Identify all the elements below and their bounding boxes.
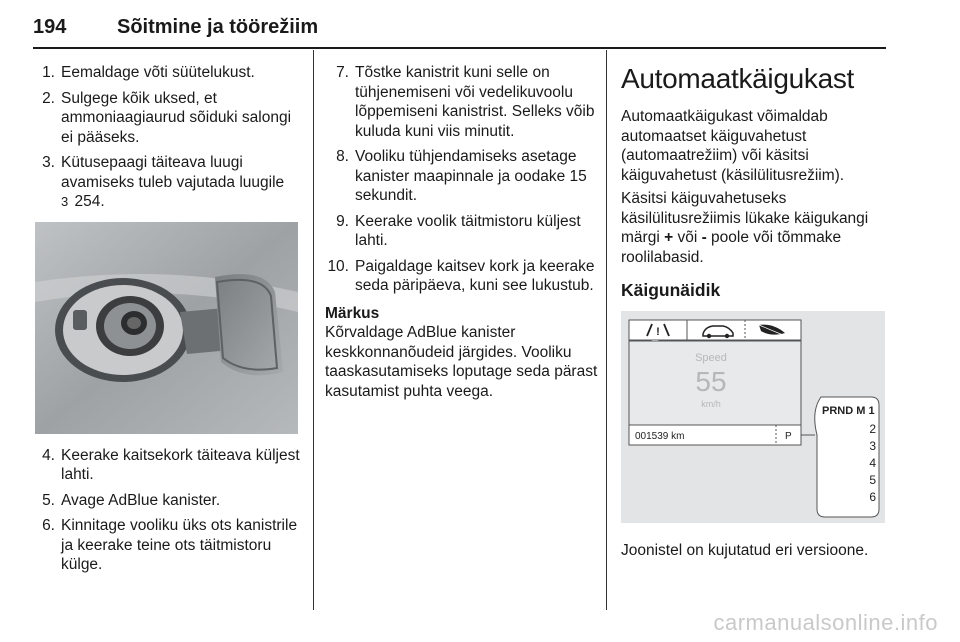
gear-4: 4 xyxy=(869,455,876,470)
page-reference-link[interactable]: 254. xyxy=(74,193,105,210)
page-header xyxy=(33,10,886,46)
list-item: 4. Keerake kaitsekork täiteava küljest lahti. xyxy=(42,446,300,483)
page-number: 194 xyxy=(33,16,67,38)
column-3 xyxy=(621,63,891,564)
figure-caption: Joonistel on kujutatud eri versioone. xyxy=(621,541,869,559)
steps-list-c xyxy=(325,63,600,296)
intro-paragraph: Automaatkäigukast võimaldab automaatset käiguvahetust (automaatrežiim) või käsitsi käiguvahetust (käsilülitusrežiim). xyxy=(621,108,845,184)
list-item: 8. Vooliku tühjendamiseks asetage kanister maapinnale ja oodake 15 sekundit. xyxy=(336,148,587,204)
list-item: 3. Kütusepaagi täiteava luugi avamiseks tuleb vajutada luugile 3 254. xyxy=(42,154,285,210)
list-item: 5. Avage AdBlue kanister. xyxy=(42,491,221,509)
list-item: 9. Keerake voolik täitmistoru küljest lahti. xyxy=(336,212,581,249)
plus-symbol: + xyxy=(664,229,674,246)
list-item: 6. Kinnitage vooliku üks ots kanistrile ja keerake teine ots täitmistoru külge. xyxy=(42,517,298,573)
manual-shift-paragraph: Käsitsi käiguvahetuseks käsilülitusrežiimis lükake käigukangi märgi + või - poole või tõmmake roolilabasid. xyxy=(621,190,869,266)
chapter-title: Sõitmine ja töörežiim xyxy=(117,16,319,38)
list-item: 1. Eemaldage võti süütelukust. xyxy=(42,64,255,81)
steps-list-b xyxy=(35,446,303,575)
gear-2: 2 xyxy=(869,421,876,436)
gear-6: 6 xyxy=(869,489,876,504)
column-1 xyxy=(35,63,303,581)
list-item: 7. Tõstke kanistrit kuni selle on tühjenemiseni või vedelikuvoolu lõppemiseni kanistrist. Selleks võib kuluda kuni viis minutit. xyxy=(336,64,595,140)
column-divider-2 xyxy=(606,50,607,610)
gear-3: 3 xyxy=(869,438,876,453)
instrument-cluster-illustration xyxy=(621,311,885,523)
list-item: 2. Sulgege kõik uksed, et ammoniaagiaurud sõiduki salongi ei pääseks. xyxy=(42,89,292,146)
gear-5: 5 xyxy=(869,472,876,487)
note-text: Kõrvaldage AdBlue kanister keskkonnanõudeid järgides. Vooliku taaskasutamiseks loputage seda pärast kasutamist puhta veega. xyxy=(325,324,598,400)
arrow-reference-icon: 3 xyxy=(61,194,69,209)
column-divider-1 xyxy=(313,50,314,610)
steps-list-a xyxy=(35,63,303,212)
gear-indicator-title: Käigunäidik xyxy=(621,280,721,300)
fuel-flap-photo xyxy=(35,222,298,434)
gear-range-header: PRND M 1 xyxy=(822,404,875,417)
speed-unit: km/h xyxy=(701,398,721,409)
note-title: Märkus xyxy=(325,304,380,322)
odometer-readout: 001539 km xyxy=(635,430,685,442)
speed-label: Speed xyxy=(695,351,727,364)
current-gear-indicator: P xyxy=(785,430,792,442)
column-2 xyxy=(325,63,600,405)
svg-text:!: ! xyxy=(656,325,660,338)
header-divider xyxy=(33,47,886,49)
minus-symbol: - xyxy=(701,229,707,246)
list-item: 10. Paigaldage kaitsev kork ja keerake seda päripäeva, kuni see lukustub. xyxy=(327,257,595,294)
section-title: Automaatkäigukast xyxy=(621,63,855,94)
watermark: carmanualsonline.info xyxy=(713,610,938,635)
speed-value: 55 xyxy=(695,365,727,397)
